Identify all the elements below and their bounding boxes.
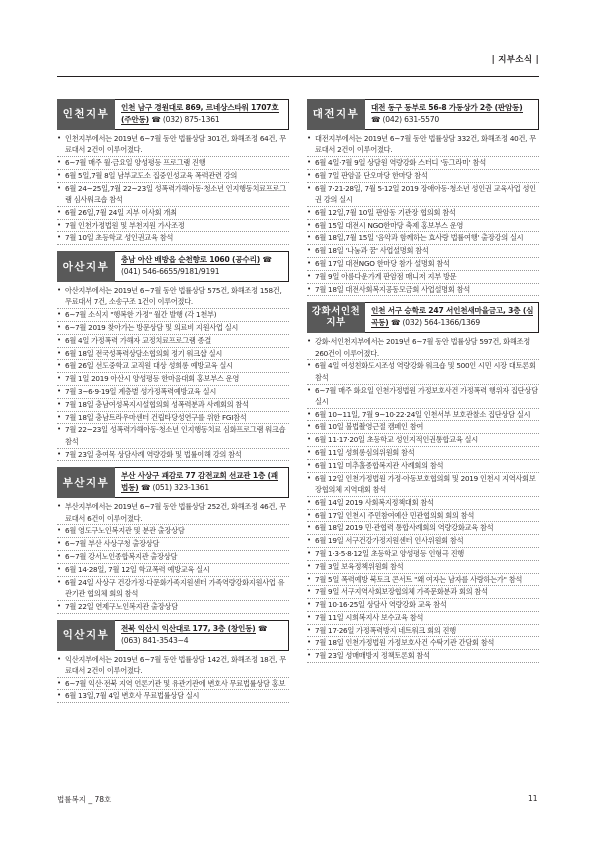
branch-header [57,620,289,651]
activity-item: • 7월 23일 충여목 상담사례 역량강화 및 법률이해 강의 참석 [57,449,289,462]
branch-name: 인천지부 [57,99,115,130]
branch-name: 부산지부 [57,467,115,498]
branch-contact [115,467,289,498]
activity-list [57,133,289,245]
activity-item: • 6~7월 부산 사상구청 출장상담 [57,538,289,551]
activity-item: • 6~7월 매주 월·금요일 양성평등 프로그램 진행 [57,157,289,170]
activity-item: • 7월 18일 인천가정법원 가정보호사건 수탁기관 간담회 참석 [307,637,539,650]
activity-item: • 7월 3~6·9·19일 계층별 성가정폭력예방교육 실시 [57,386,289,399]
activity-item: • 7월 9일 서구지역사회보장협의체 가족문화분과 회의 참석 [307,586,539,599]
activity-item: • 7월 11일 시희복지사 보수교육 참석 [307,612,539,625]
branch-section [57,620,289,704]
activity-item: • 7월 18일 충남여성복지시설협의회 성폭력분과 사례회의 참석 [57,399,289,412]
branch-name: 익산지부 [57,620,115,651]
activity-item: • 7월 18일 충남트라우마센터 건립타당성연구를 위한 FGI참석 [57,412,289,425]
branch-address: 부산 사상구 괘감로 77 감전교회 선교관 1층 (괘법동) [121,471,278,493]
activity-item: • 6월 14일 2019 사회복지정책대회 참석 [307,497,539,510]
activity-list [307,133,539,296]
branch-header [57,467,289,498]
branch-header [307,99,539,130]
activity-item: • 7월 23일 성매매방지 정책토론회 참석 [307,650,539,663]
branch-contact [115,251,289,282]
right-column [307,99,539,669]
activity-item: • 6월 18일 '나눔과 꿈' 사업설명회 참석 [307,245,539,258]
activity-item: • 7월 10일 초등학교 성인권교육 참석 [57,232,289,245]
activity-item: • 7월 22일 연제구노인복지관 출장상담 [57,601,289,614]
branch-contact [115,99,289,130]
activity-item: • 7월 5일 폭력예방 북토크 콘서트 "왜 여자는 남자를 사랑하는가" 참석 [307,574,539,587]
activity-item: • 7월 1·3·5·8·12일 초등학교 양성평등 인형극 진행 [307,548,539,561]
branch-section [307,99,539,296]
branch-contact [365,302,539,333]
branch-address: 인천 서구 승학로 247 서인천새마을금고, 3층 (심곡동) [371,306,534,328]
branch-header [307,302,539,333]
activity-item: • 6월 17일 대전NGO 한마당 참가 설명회 참석 [307,258,539,271]
activity-item: • 6월 18일,7월 15일 '음악과 함께하는 효사랑 법률여행' 출장강의 실시 [307,232,539,245]
branch-section [57,251,289,461]
activity-item: • 7월 18일 대전사회복지공동모금회 사업설명회 참석 [307,284,539,297]
activity-item: • 6월 4일·7월 9일 상담원 역량강화 스터디 '동그라미' 참석 [307,157,539,170]
branch-address: 충남 아산 배방읍 순천향로 1060 (공수리) [121,255,260,265]
activity-item: • 6월 10~11일, 7월 9~10·22·24일 인천서부 보호관찰소 집단상담 실시 [307,409,539,422]
activity-list [57,501,289,613]
activity-item: • 6~7월 소식지 "행복한 가정" 월간 발행 (각 1천부) [57,309,289,322]
activity-item: • 6월 13일,7월 4일 변호사 무료법률상담 실시 [57,690,289,703]
activity-item: • 6~7월 강서노인종합복지관 출장상담 [57,551,289,564]
activity-list [57,285,289,461]
activity-item: • 익산지부에서는 2019년 6~7월 동안 법률상담 142건, 화해조정 18건, 무료대서 2건이 이루어졌다. [57,654,289,678]
branch-name: 대전지부 [307,99,365,130]
activity-item: • 6월 10일 불법촬영근절 캠페인 참여 [307,421,539,434]
activity-list [57,654,289,704]
activity-item: • 6월 26일,7월 24일 지부 이사회 개최 [57,207,289,220]
activity-item: • 6월 4일 여성친화도시조성 역량강화 워크숍 및 500인 시민 시장 대토론회 참석 [307,360,539,384]
branch-address: 인천 남구 경원대로 869, 르네상스타워 1707호 (주안동) [121,103,279,124]
activity-item: • 6월 12일,7월 10일 판암동 기관장 협의회 참석 [307,207,539,220]
activity-item: • 6월 26일 선도중학교 교직원 대상 성희롱 예방교육 실시 [57,360,289,373]
branch-phone: ☎ (051) 323-1361 [141,483,210,493]
activity-item: • 7월 3일 보육정책위원회 참석 [307,561,539,574]
activity-item: • 6월 11일 미추홀종합복지관 사례회의 참석 [307,460,539,473]
activity-item: • 7월 1일 2019 아산시 양성평등 한마음대회 홍보부스 운영 [57,373,289,386]
branch-name: 아산지부 [57,251,115,282]
activity-item: • 6월 7일 판암골 단오마당 한마당 참석 [307,170,539,183]
activity-item: • 7월 9일 아름다운가게 판암점 매니저 지부 방문 [307,271,539,284]
activity-item: • 7월 22~23일 성폭력가해아동·청소년 인지행동치료 심화프로그램 워크숍 참석 [57,424,289,448]
branch-header [57,99,289,130]
branch-phone: ☎ (042) 631-5570 [371,115,440,124]
branch-name: 강화서인천지부 [307,302,365,333]
activity-item: • 6월 19일 서구건강가정지원센터 인사위원회 참석 [307,535,539,548]
activity-item: • 6월 11일 성희롱심의위원회 참석 [307,447,539,460]
activity-item: • 6월 24일 사상구 건강가정·다문화가족지원센터 가족역량강화지원사업 유관기관 협의체 회의 참석 [57,577,289,601]
activity-item: • 6월 4일 가정폭력 가해자 교정치료프로그램 종결 [57,335,289,348]
activity-item: • 6월 24~25일,7월 22~23일 성폭력가해아동·청소년 인지행동치료프로그램 심사워크숍 참석 [57,183,289,207]
branch-section [57,467,289,613]
activity-item: • 6월 11·17·20일 초등학교 성인지적인권통합교육 실시 [307,434,539,447]
activity-item: • 6~7월 매주 화요일 인천가정법원 가정보호사건 가정폭력 행위자 집단상담 실시 [307,385,539,409]
activity-item: • 6월 영도구노인복지관 및 분관 출장상담 [57,525,289,538]
branch-header [57,251,289,282]
activity-item: • 6월 18일 전국성폭력상담소협의회 정기 워크샵 실시 [57,348,289,361]
activity-item: • 7월 17·26일 가정폭력방지 네트워크 회의 진행 [307,625,539,638]
branch-phone: ☎ (032) 564-1366/1369 [391,318,480,328]
branch-phone: ☎ (032) 875-1361 [151,115,220,124]
activity-item: • 6월 15일 대전시 NGO한마당 축제 홍보부스 운영 [307,220,539,233]
branch-address: 대전 동구 동부로 56-8 가동상가 2층 (판암동) [371,103,523,112]
activity-item: • 강화·서인천지부에서는 2019년 6~7월 동안 법률상담 597건, 화해조정 260건이 이루어졌다. [307,336,539,360]
page-number: 11 [528,794,538,803]
activity-item: • 6~7월 익산·전북 지역 언론기관 및 유관기관에 변호사 무료법률상담 홍보 [57,678,289,691]
branch-section [307,302,539,663]
activity-item: • 7월 10·16·25일 상담사 역량강화 교육 참석 [307,599,539,612]
publication-footer: 법률복지 _ 78호 [57,795,112,804]
header-divider [57,76,539,77]
branch-address: 전북 익산시 익산대로 177, 3층 (창인동) [121,623,256,633]
activity-item: • 6월 12일 인천가정법원 가정·아동보호협의회 및 2019 인천시 지역사회보장협의체 지역대회 참석 [307,473,539,497]
activity-list [307,336,539,663]
activity-item: • 아산지부에서는 2019년 6~7월 동안 법률상담 575건, 화해조정 158건, 무료대서 7건, 소송구조 1건이 이루어졌다. [57,285,289,309]
activity-item: • 부산지부에서는 2019년 6~7월 동안 법률상담 252건, 화해조정 46건, 무료대서 6건이 이루어졌다. [57,501,289,525]
branch-phone: ☎ (041) 546-6655/9181/9191 [121,255,272,277]
activity-item: • 6월 7·21·28일, 7월 5·12일 2019 장애아동·청소년 성인권 교육사업 성인권 강의 실시 [307,183,539,207]
activity-item: • 6월 5일,7월 8일 남부교도소 집중인성교육 폭력관련 강의 [57,170,289,183]
section-tag: | 지부소식 | [491,55,539,65]
activity-item: • 6월 14·28일, 7월 12일 학교폭력 예방교육 실시 [57,564,289,577]
branch-contact [365,99,539,130]
branch-section [57,99,289,245]
activity-item: • 6월 18일 2019 민·관협력 통합사례회의 역량강화교육 참석 [307,522,539,535]
activity-item: • 6~7월 2019 찾아가는 방문상담 및 의료비 지원사업 실시 [57,322,289,335]
activity-item: • 대전지부에서는 2019년 6~7월 동안 법률상담 332건, 화해조정 40건, 무료대서 2건이 이루어졌다. [307,133,539,157]
branch-contact [115,620,289,651]
activity-item: • 6월 17일 인천시 주민참여예산 민관협의회 회의 참석 [307,510,539,523]
branch-phone: ☎ (063) 841-3543~4 [121,623,268,645]
activity-item: • 인천지부에서는 2019년 6~7월 동안 법률상담 301건, 화해조정 64건, 무료대서 2건이 이루어졌다. [57,133,289,157]
left-column [57,99,289,709]
activity-item: • 7월 인천가정법원 및 부천지원 가사조정 [57,220,289,233]
